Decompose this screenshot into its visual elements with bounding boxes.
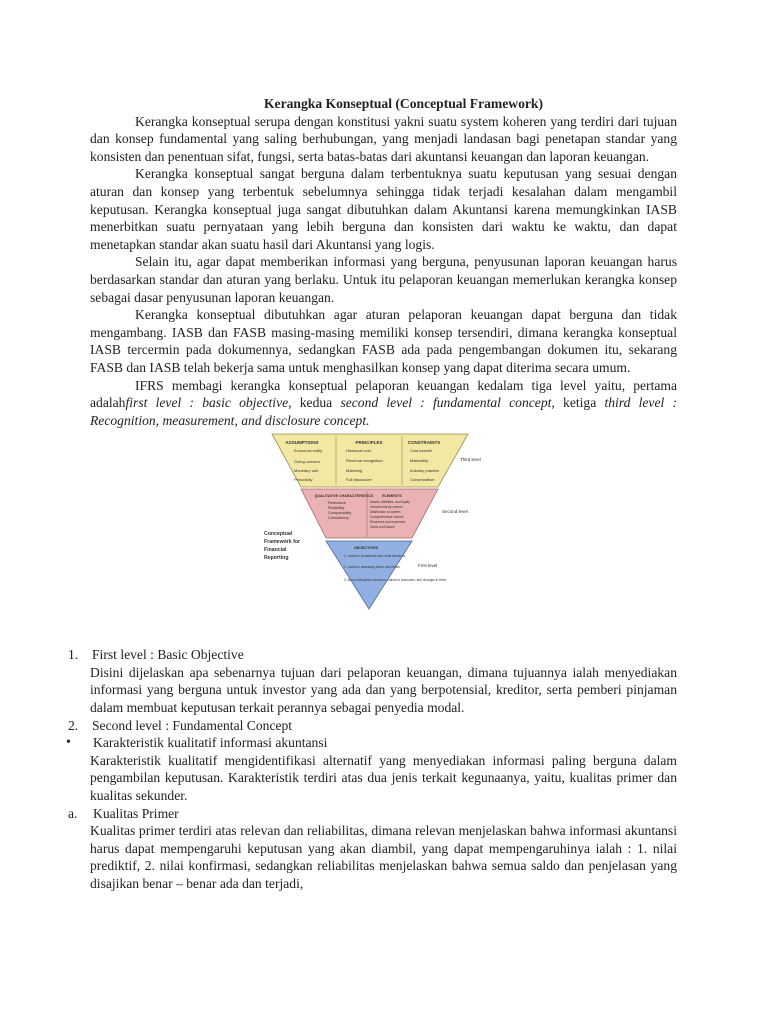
levels-second-connector: , kedua xyxy=(288,395,333,411)
assumption-item: Monetary unit xyxy=(294,468,319,474)
element-item: Comprehensive income xyxy=(370,515,404,520)
element-item: Gains and losses xyxy=(370,525,395,530)
bullet-item-qualitative xyxy=(66,734,677,752)
third-level-label: Third level xyxy=(460,457,481,463)
principle-item: Matching xyxy=(346,468,363,474)
assumptions-title: ASSUMPTIONS xyxy=(285,440,319,446)
first-level-term: first level : basic objective xyxy=(125,395,289,411)
paragraph-iasb-fasb: Kerangka konseptual dibutuhkan agar aturan pelaporan keuangan dapat berguna dan tidak mengambang. IASB dan FASB masing-masing memiliki konsep tersendiri, dimana kerangka konseptual IASB tercermin pada dokumennya, sedangkan FASB ada pada pengembangan dokumen itu, sekarang FASB dan IASB telah bekerja sama untuk menghasilkan konsep yang dapat diterima secara umum. xyxy=(90,307,677,375)
constraint-item: Conservatism xyxy=(410,477,435,483)
assumption-item: Economic entity xyxy=(294,448,323,454)
principle-item: Historical cost xyxy=(346,448,371,454)
principles-title: PRINCIPLES xyxy=(355,440,383,446)
assumption-item: Going concern xyxy=(294,459,321,465)
figure-caption-line: Financial xyxy=(264,547,287,554)
qualitative-item: Comparability xyxy=(328,511,352,516)
sub-item-marker: a. xyxy=(68,805,78,821)
bullet-marker: • xyxy=(66,735,71,751)
primary-quality-description: Kualitas primer terdiri atas relevan dan reliabilitas, dimana relevan menjelaskan bahwa informasi akuntansi harus dapat mempengaruhi keputusan yang akan diambil, yang dapat mempengaruhinya ialah : 1. nilai prediktif, 2. nilai konfirmasi, sedangkan reliabilitas menjelaskan bahwa semua saldo dan penjelasan yang disajikan benar – benar ada dan terjadi, xyxy=(90,823,677,891)
third-level-term: third level : Recognition, measurement, and disclosure concept. xyxy=(90,395,677,428)
objective-item: 3. About enterprise resources, claims to resources, and changes in them xyxy=(344,578,447,583)
numbered-list xyxy=(66,646,677,892)
constraint-item: Materiality xyxy=(410,458,429,464)
second-level-term: second level : fundamental concept, xyxy=(340,395,555,411)
document-content xyxy=(66,95,677,893)
qualitative-item: Consistency xyxy=(328,516,349,521)
principle-item: Revenue recognition xyxy=(346,458,383,464)
first-level-label: First level xyxy=(418,563,438,569)
conceptual-framework-figure xyxy=(264,431,482,643)
figure-caption-line: Conceptual xyxy=(264,531,293,538)
paragraph-definition: Kerangka konseptual serupa dengan konstitusi yakni suatu system koheren yang terdiri dari tujuan dan konsep fundamental yang saling berhubungan, yang menjadi landasan bagi penetapan standar yang konsisten dan penentuan sifat, fungsi, serta batas-batas dari akuntansi keuangan dan laporan keuangan. xyxy=(90,113,677,164)
list-marker: 2. xyxy=(68,717,79,733)
first-level-description: Disini dijelaskan apa sebenarnya tujuan dari pelaporan keuangan, dimana tujuannya ialah menyediakan informasi yang berguna untuk investor yang ada dan yang berpotensial, kreditor, serta pemberi pinjaman dalam membuat keputusan terkait perannya sebagai penyedia modal. xyxy=(90,664,677,716)
qualitative-item: Relevance xyxy=(328,501,346,506)
constraints-title: CONSTRAINTS xyxy=(407,440,441,446)
constraint-item: Cost-benefit xyxy=(410,448,432,454)
figure-caption-line: Framework for xyxy=(264,539,301,546)
second-level-label: Second level xyxy=(442,509,468,515)
paragraph-usefulness: Kerangka konseptual sangat berguna dalam terbentuknya suatu keputusan yang sesuai dengan aturan dan konsep yang terbentuk sebelumnya sehingga tidak terjadi kesalahan dalam mengambil keputusan. Kerangka konseptual juga sangat dibutuhkan dalam Akuntansi karena memungkinkan IASB menerbitkan suatu pernyataan yang lebih berguna dan konsisten dari waktu ke waktu, dan dapat menetapkan standar akan suatu hasil dari Akuntansi yang logis. xyxy=(90,166,677,252)
sub-item-primary-quality xyxy=(68,805,677,823)
sub-item-label: Kualitas Primer xyxy=(93,805,179,821)
element-item: Investments by owners xyxy=(370,505,403,510)
document-title: Kerangka Konseptual (Conceptual Framework) xyxy=(263,96,544,111)
bullet-item-label: Karakteristik kualitatif informasi akuntansi xyxy=(93,735,328,751)
assumption-item: Periodicity xyxy=(294,477,313,483)
element-item: Distribution to owners xyxy=(370,510,401,515)
list-item-first-level xyxy=(68,646,677,664)
objective-item: 2. Useful in assessing future cash flows xyxy=(344,565,400,570)
paragraph-ifrs-levels xyxy=(90,377,677,430)
qualitative-description: Karakteristik kualitatif mengidentifikasi alternatif yang menyediakan informasi paling berguna dalam pengambilan keputusan. Karakteristik terdiri atas dua jenis terkait kegunaanya, yaitu, kualitas primer dan kualitas sekunder. xyxy=(90,752,677,804)
paragraph-standards: Selain itu, agar dapat memberikan informasi yang berguna, penyusunan laporan keuangan harus berdasarkan standar dan aturan yang berlaku. Untuk itu pelaporan keuangan memerlukan kerangka konsep sebagai dasar penyusunan laporan keuangan. xyxy=(90,254,677,305)
list-item-label: First level : Basic Objective xyxy=(92,647,244,663)
elements-title: ELEMENTS xyxy=(382,494,402,499)
figure-caption-line: Reporting xyxy=(264,555,289,562)
objectives-title: OBJECTIVES xyxy=(353,546,379,551)
levels-third-connector: ketiga xyxy=(554,395,605,411)
objective-item: 1. Useful in investment and credit decisions xyxy=(344,554,406,559)
element-item: Assets, liabilities, and equity xyxy=(370,500,410,505)
qualitative-title: QUALITATIVE CHARACTERISTICS xyxy=(314,494,374,499)
qualitative-item: Reliability xyxy=(328,506,345,511)
levels-intro: IFRS membagi kerangka konseptual pelaporan keuangan kedalam tiga level yaitu, pertama adalah xyxy=(90,377,677,411)
list-item-label: Second level : Fundamental Concept xyxy=(92,717,293,733)
list-item-second-level xyxy=(68,717,677,735)
constraint-item: Industry practice xyxy=(410,468,440,474)
element-item: Revenues and expenses xyxy=(370,520,406,525)
principle-item: Full disclosure xyxy=(346,477,372,483)
list-marker: 1. xyxy=(68,647,79,663)
